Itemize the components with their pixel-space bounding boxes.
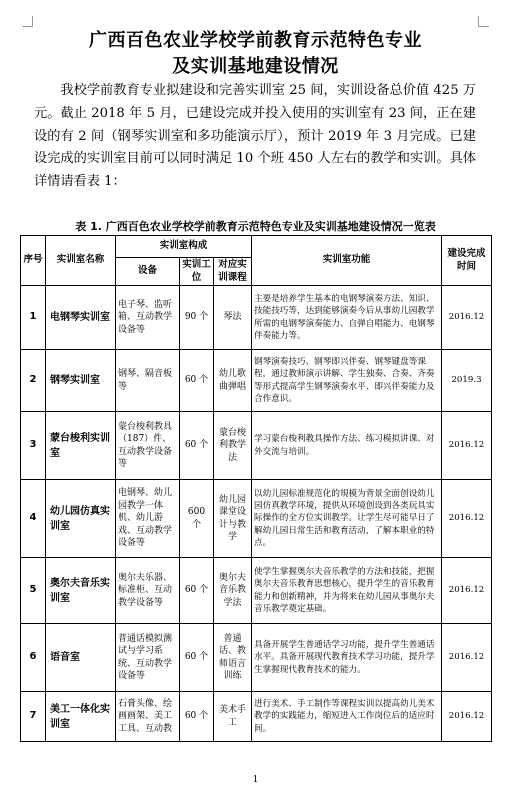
table-row [21,350,492,412]
cell-no: 6 [21,624,46,692]
header-function: 实训室功能 [252,236,442,286]
cell-date: 2016.12 [442,412,492,480]
cell-stations: 60 个 [180,692,214,742]
cell-date: 2016.12 [442,480,492,558]
table-row [21,286,492,350]
cell-equipment: 奥尔夫乐器、标准柜、互动教学设备等 [116,558,180,624]
cell-name: 幼儿园仿真实训室 [46,480,116,558]
cell-no: 3 [21,412,46,480]
cell-course: 普通话、教师语言训练 [214,624,252,692]
cell-stations: 60 个 [180,412,214,480]
cell-name: 美工一体化实训室 [46,692,116,742]
cell-no: 5 [21,558,46,624]
cell-function: 主要是培养学生基本的电钢琴演奏方法、知识、技能技巧等，达到能够演奏今后从事幼儿园教学所需的电钢琴演奏能力、自弹自唱能力、电钢琴伴奏能力等。 [252,286,442,350]
cell-no: 4 [21,480,46,558]
cell-function: 以幼儿园标准规范化的規模为背景全面创设幼儿园仿真教学环境，提供从环境创设到各类玩具实际操作的全方位实训教学。让学生尽可能早日了解幼儿园日常生活和教育活动，了解本职业的特点。 [252,480,442,558]
intro-paragraph: 我校学前教育专业拟建设和完善实训室 25 间，实训设备总价值 425 万元。截止 2018 年 5 月，已建设完成并投入使用的实训室有 23 间，正在建设的有 2 间（钢琴实训室和多功能演示厅），预计 2019 年 3 月完成。已建设完成的实训室目前可以同时满足 10 个班 450 人左右的教学和实训。具体详情请看表 1： [34,83,476,190]
cell-stations: 60 个 [180,624,214,692]
table-caption: 表 1. 广西百色农业学校学前教育示范特色专业及实训基地建设情况一览表 [75,220,436,233]
cell-equipment: 电钢琴、幼儿园教学一体机、幼儿游戏、互动教学设备等 [116,480,180,558]
cell-course: 美术手工 [214,692,252,742]
cell-stations: 600 个 [180,480,214,558]
cell-equipment: 电子琴、监听箱、互动教学设备等 [116,286,180,350]
table-row [21,558,492,624]
cell-course: 蒙台梭利教学法 [214,412,252,480]
cell-no: 7 [21,692,46,742]
cell-date: 2016.12 [442,558,492,624]
cell-date: 2016.12 [442,692,492,742]
cell-name: 钢琴实训室 [46,350,116,412]
cell-date: 2019.3 [442,350,492,412]
header-name: 实训室名称 [46,236,116,286]
header-date: 建设完成时间 [442,236,492,286]
cell-course: 幼儿歌曲弹唱 [214,350,252,412]
header-course: 对应实训课程 [214,258,252,286]
cell-date: 2016.12 [442,286,492,350]
cell-name: 蒙台梭利实训室 [46,412,116,480]
cell-equipment: 钢琴、隔音板等 [116,350,180,412]
cell-stations: 60 个 [180,558,214,624]
cell-equipment: 普通话模拟测试与学习系统、互动教学设备等 [116,624,180,692]
header-equipment: 设备 [116,258,180,286]
table-row [21,412,492,480]
header-group: 实训室构成 [116,236,252,258]
table-row [21,624,492,692]
cell-course: 幼儿园课堂设计与教学 [214,480,252,558]
cell-stations: 60 个 [180,350,214,412]
doc-title-line1: 广西百色农业学校学前教育示范特色专业 [89,30,422,51]
cell-stations: 90 个 [180,286,214,350]
cell-function: 使学生掌握奥尔夫音乐教学的方法和技能，把握奥尔夫音乐教育思想核心，提升学生的音乐教育能力和创新精神，并为将来在幼儿园从事奥尔夫音乐教学奠定基础。 [252,558,442,624]
cell-equipment: 石膏头像、绘画画架、美工工具、互动教 [116,692,180,742]
cell-name: 语音室 [46,624,116,692]
lab-table [20,235,492,742]
header-no: 序号 [21,236,46,286]
cell-date: 2016.12 [442,624,492,692]
cell-no: 2 [21,350,46,412]
cell-function: 钢琴演奏技巧、钢琴即兴伴奏、钢琴键盘等课程，通过教师演示讲解、学生独奏、合奏、齐奏等形式提高学生钢琴演奏水平、即兴伴奏能力及合作意识。 [252,350,442,412]
cell-function: 学习蒙台梭利教具操作方法、练习模拟讲课、对外交流与培训。 [252,412,442,480]
cell-function: 具备开展学生普通话学习功能，提升学生普通话水平。具备开展现代教育技术学习功能，提升学生掌握现代教育技术的能力。 [252,624,442,692]
page-number: 1 [252,775,259,785]
cell-function: 进行美术、手工制作等课程实训以提高幼儿美术教学的实践能力，缩短进入工作岗位后的适应时间。 [252,692,442,742]
cell-no: 1 [21,286,46,350]
table-row [21,480,492,558]
header-stations: 实训工位 [180,258,214,286]
cell-name: 电钢琴实训室 [46,286,116,350]
cell-equipment: 蒙台梭利教具（187）件、互动教学设备等 [116,412,180,480]
cell-course: 琴法 [214,286,252,350]
doc-title-line2: 及实训基地建设情况 [172,56,339,77]
cell-name: 奥尔夫音乐实训室 [46,558,116,624]
table-row [21,692,492,742]
cell-course: 奥尔夫音乐教学法 [214,558,252,624]
